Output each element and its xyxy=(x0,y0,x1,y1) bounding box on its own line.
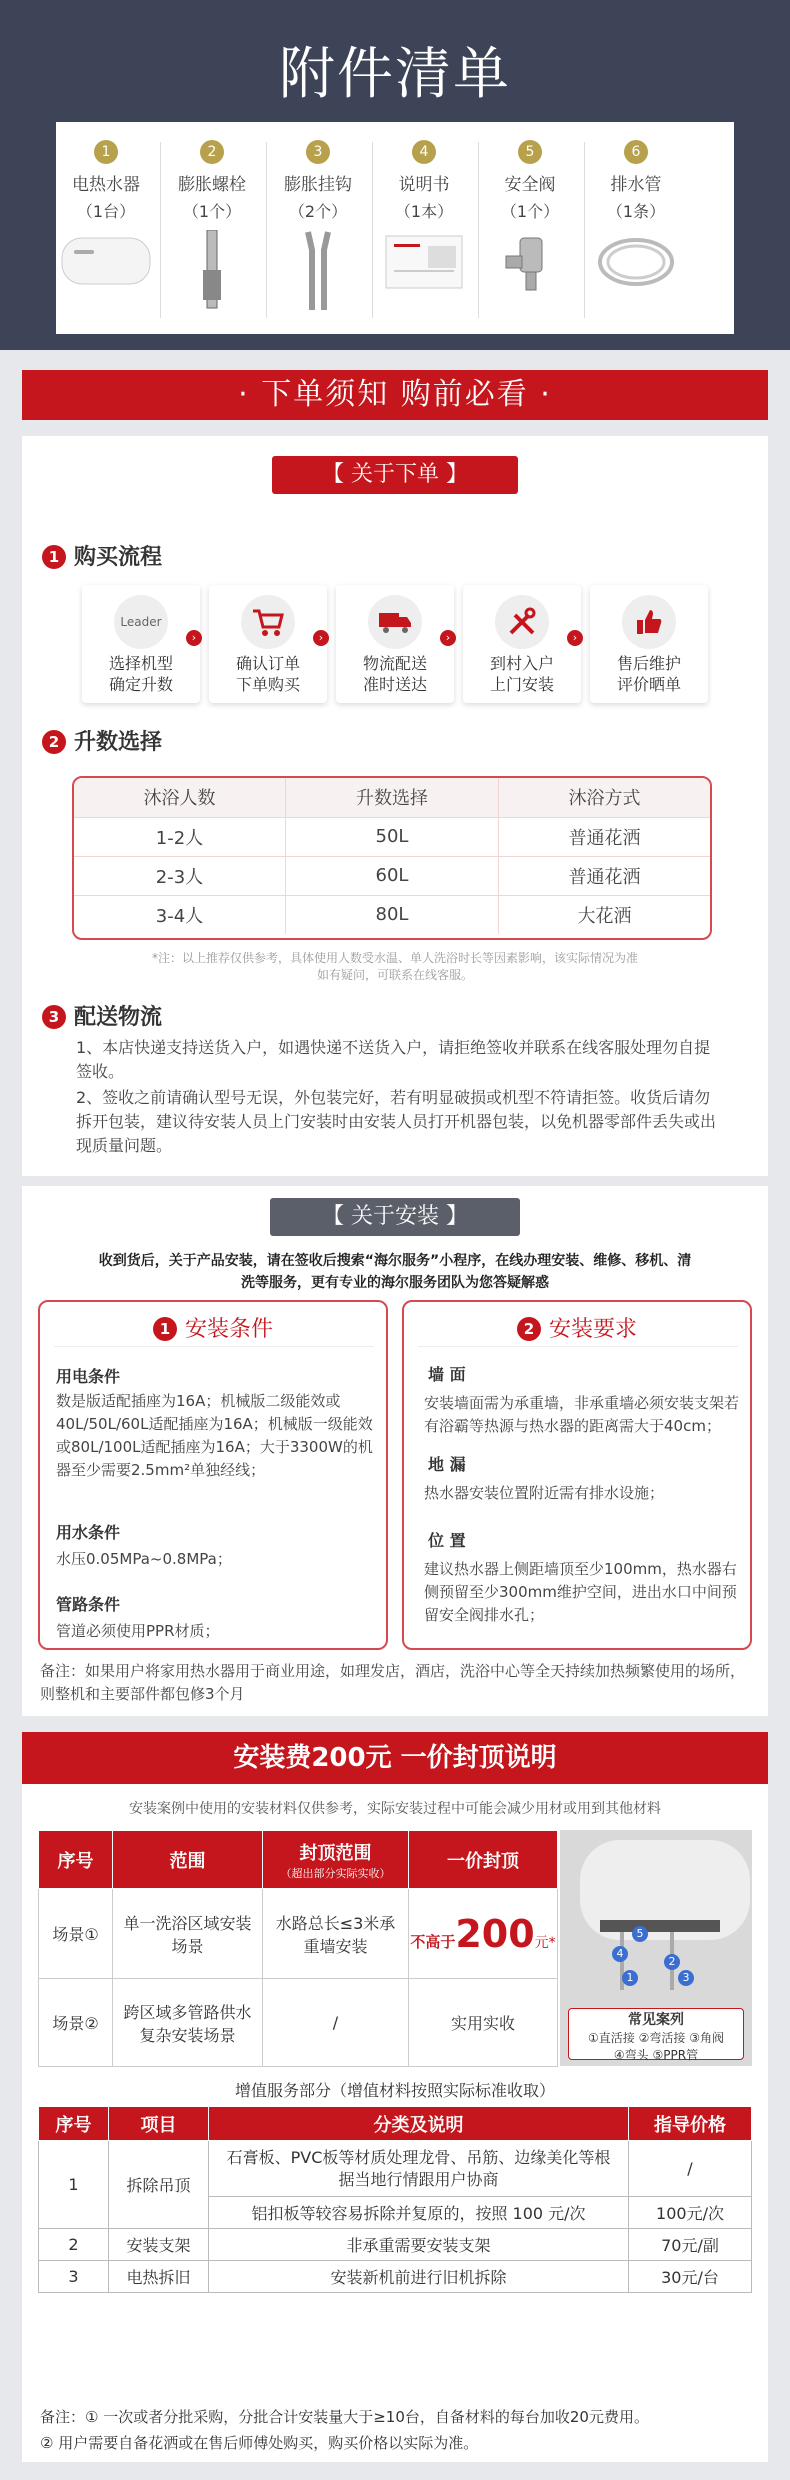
chevron-right-icon: › xyxy=(440,630,456,646)
leader-logo-icon: Leader xyxy=(114,595,168,649)
install-photo: 5 4 1 2 3 常见案列 ①直活接 ②弯活接 ③角阀 ④弯头 ⑤PPR管 xyxy=(560,1830,752,2066)
fee-note: 安装案例中使用的安装材料仅供参考，实际安装过程中可能会减少用材或用到其他材料 xyxy=(129,1801,661,1817)
manual-icon xyxy=(382,230,466,294)
fee-banner: 安装费200元 一价封顶说明 xyxy=(22,1732,768,1784)
table-row: 铝扣板等较容易拆除并复原的，按照 100 元/次 100元/次 xyxy=(39,2197,752,2229)
drain-pipe-icon xyxy=(594,230,678,294)
chevron-right-icon: › xyxy=(186,630,202,646)
delivery-paragraph-1: 1、本店快递支持送货入户，如遇快递不送货入户，请拒绝签收并联系在线客服处理勿自提签收。 xyxy=(76,1038,711,1081)
value-notes: 备注：① 一次或者分批采购，分批合计安装量大于≥10台，自备材料的每台加收20元费用。 ② 用户需要自备花洒或在售后师傅处购买，购买价格以实际为准。 xyxy=(40,2408,649,2452)
accessories-header xyxy=(0,0,790,350)
truck-icon xyxy=(368,595,422,649)
accessory-item: 3 膨胀挂钩 （2个） xyxy=(270,140,366,312)
common-cases-box: 常见案列 ①直活接 ②弯活接 ③角阀 ④弯头 ⑤PPR管 xyxy=(568,2008,744,2060)
page-title: 附件清单 xyxy=(279,42,511,107)
fee-table: 序号 范围 封顶范围 （超出部分实际实收） 一价封顶 场景① 单一洗浴区域安装场景 水路总长≤3米承重墙安装 不高于200元* 场景② 跨区域多管路供水复杂安装场景 / 实用实收 xyxy=(38,1830,558,2066)
delivery-paragraph-2: 2、签收之前请确认型号无误，外包装完好，若有明显破损或机型不符请拒签。收货后请勿拆开包装，建议待安装人员上门安装时由安装人员打开机器包装，以免机器零部件丢失或出现质量问题。 xyxy=(76,1088,717,1155)
capacity-title: 2 升数选择 xyxy=(42,725,162,756)
flow-step: 到村入户 上门安装 xyxy=(463,585,581,703)
thumbs-up-icon xyxy=(622,595,676,649)
hook-icon xyxy=(298,230,338,312)
chevron-right-icon: › xyxy=(313,630,329,646)
table-row: 3-4人 80L 大花洒 xyxy=(74,895,710,934)
cart-icon xyxy=(241,595,295,649)
accessory-item: 5 安全阀 （1个） xyxy=(482,140,578,294)
table-row: 场景① 单一洗浴区域安装场景 水路总长≤3米承重墙安装 不高于200元* xyxy=(39,1889,558,1979)
table-row: 2-3人 60L 普通花洒 xyxy=(74,856,710,895)
flow-step: 物流配送 准时送达 xyxy=(336,585,454,703)
flow-step: 售后维护 评价晒单 xyxy=(590,585,708,703)
delivery-title: 3 配送物流 xyxy=(42,1000,162,1031)
accessory-item: 1 电热水器 （1台） xyxy=(58,140,154,290)
accessory-item: 2 膨胀螺栓 （1个） xyxy=(164,140,260,312)
flow-step: Leader 选择机型 确定升数 xyxy=(82,585,200,703)
capacity-table: 沐浴人数 升数选择 沐浴方式 1-2人 50L 普通花洒 2-3人 60L 普通花洒 3-4人 80L 大花洒 xyxy=(72,776,712,940)
install-conditions-title: 1 安装条件 xyxy=(40,1312,386,1343)
capacity-note: *注：以上推荐仅供参考，具体使用人数受水温、单人洗浴时长等因素影响，该实际情况为准 如有疑问，可联系在线客服。 xyxy=(151,951,638,982)
install-remark: 备注：如果用户将家用热水器用于商业用途，如理发店，酒店，洗浴中心等全天持续加热频繁使用的场所，则整机和主要部件都包修3个月 xyxy=(40,1662,746,1703)
value-table: 序号 项目 分类及说明 指导价格 1 拆除吊顶 石膏板、PVC板等材质处理龙骨、吊筋、边缘美化等根据当地行情跟用户协商 / 铝扣板等较容易拆除并复原的，按照 100 元/次 100元/次 2 安装支架 非承重需要安装支架 70元/副 3 电热拆旧 安装新机前进行旧机拆除 30元/台 xyxy=(38,2106,752,2293)
install-section-pill: 【 关于安装 】 xyxy=(270,1198,520,1236)
safety-valve-icon xyxy=(500,230,560,294)
bolt-icon xyxy=(197,230,227,312)
install-requirements-title: 2 安装要求 xyxy=(404,1312,750,1343)
install-conditions-box: 1 安装条件 用电条件 数是版适配插座为16A；机械版二级能效或40L/50L/60L适配插座为16A；机械版一级能效或80L/100L适配插座为16A；大于3300W的机器至少需要2.5mm²单独经线； 用水条件 水压0.05MPa~0.8MPa； 管路条件 管道必须使用PPR材质； xyxy=(38,1300,388,1650)
table-row: 场景② 跨区域多管路供水复杂安装场景 / 实用实收 xyxy=(39,1979,558,2067)
install-intro: 收到货后，关于产品安装，请在签收后搜索“海尔服务”小程序，在线办理安装、维修、移机、清 洗等服务，更有专业的海尔服务团队为您答疑解惑 xyxy=(98,1253,692,1291)
tools-icon xyxy=(495,595,549,649)
value-title: 增值服务部分（增值材料按照实际标准收取） xyxy=(234,2081,555,2100)
water-heater-icon xyxy=(60,230,152,290)
accessory-item: 6 排水管 （1条） xyxy=(588,140,684,294)
order-section-pill: 【 关于下单 】 xyxy=(272,456,518,494)
accessories-card xyxy=(56,122,734,334)
notice-banner: · 下单须知 购前必看 · xyxy=(22,370,768,420)
flow-title: 1 购买流程 xyxy=(42,540,162,571)
install-requirements-box: 2 安装要求 墙 面 安装墙面需为承重墙，非承重墙必须安装支架若有浴霸等热源与热水器的距离需大于40cm； 地 漏 热水器安装位置附近需有排水设施； 位 置 建议热水器上侧距墙顶至少100mm，热水器右侧预留至少300mm维护空间，进出水口中间预留安全阀排水孔； xyxy=(402,1300,752,1650)
table-row: 1 拆除吊顶 石膏板、PVC板等材质处理龙骨、吊筋、边缘美化等根据当地行情跟用户协商 / xyxy=(39,2141,752,2197)
chevron-right-icon: › xyxy=(567,630,583,646)
table-row: 1-2人 50L 普通花洒 xyxy=(74,817,710,856)
accessory-item: 4 说明书 （1本） xyxy=(376,140,472,294)
table-row: 3 电热拆旧 安装新机前进行旧机拆除 30元/台 xyxy=(39,2261,752,2293)
flow-step: 确认订单 下单购买 xyxy=(209,585,327,703)
table-row: 2 安装支架 非承重需要安装支架 70元/副 xyxy=(39,2229,752,2261)
